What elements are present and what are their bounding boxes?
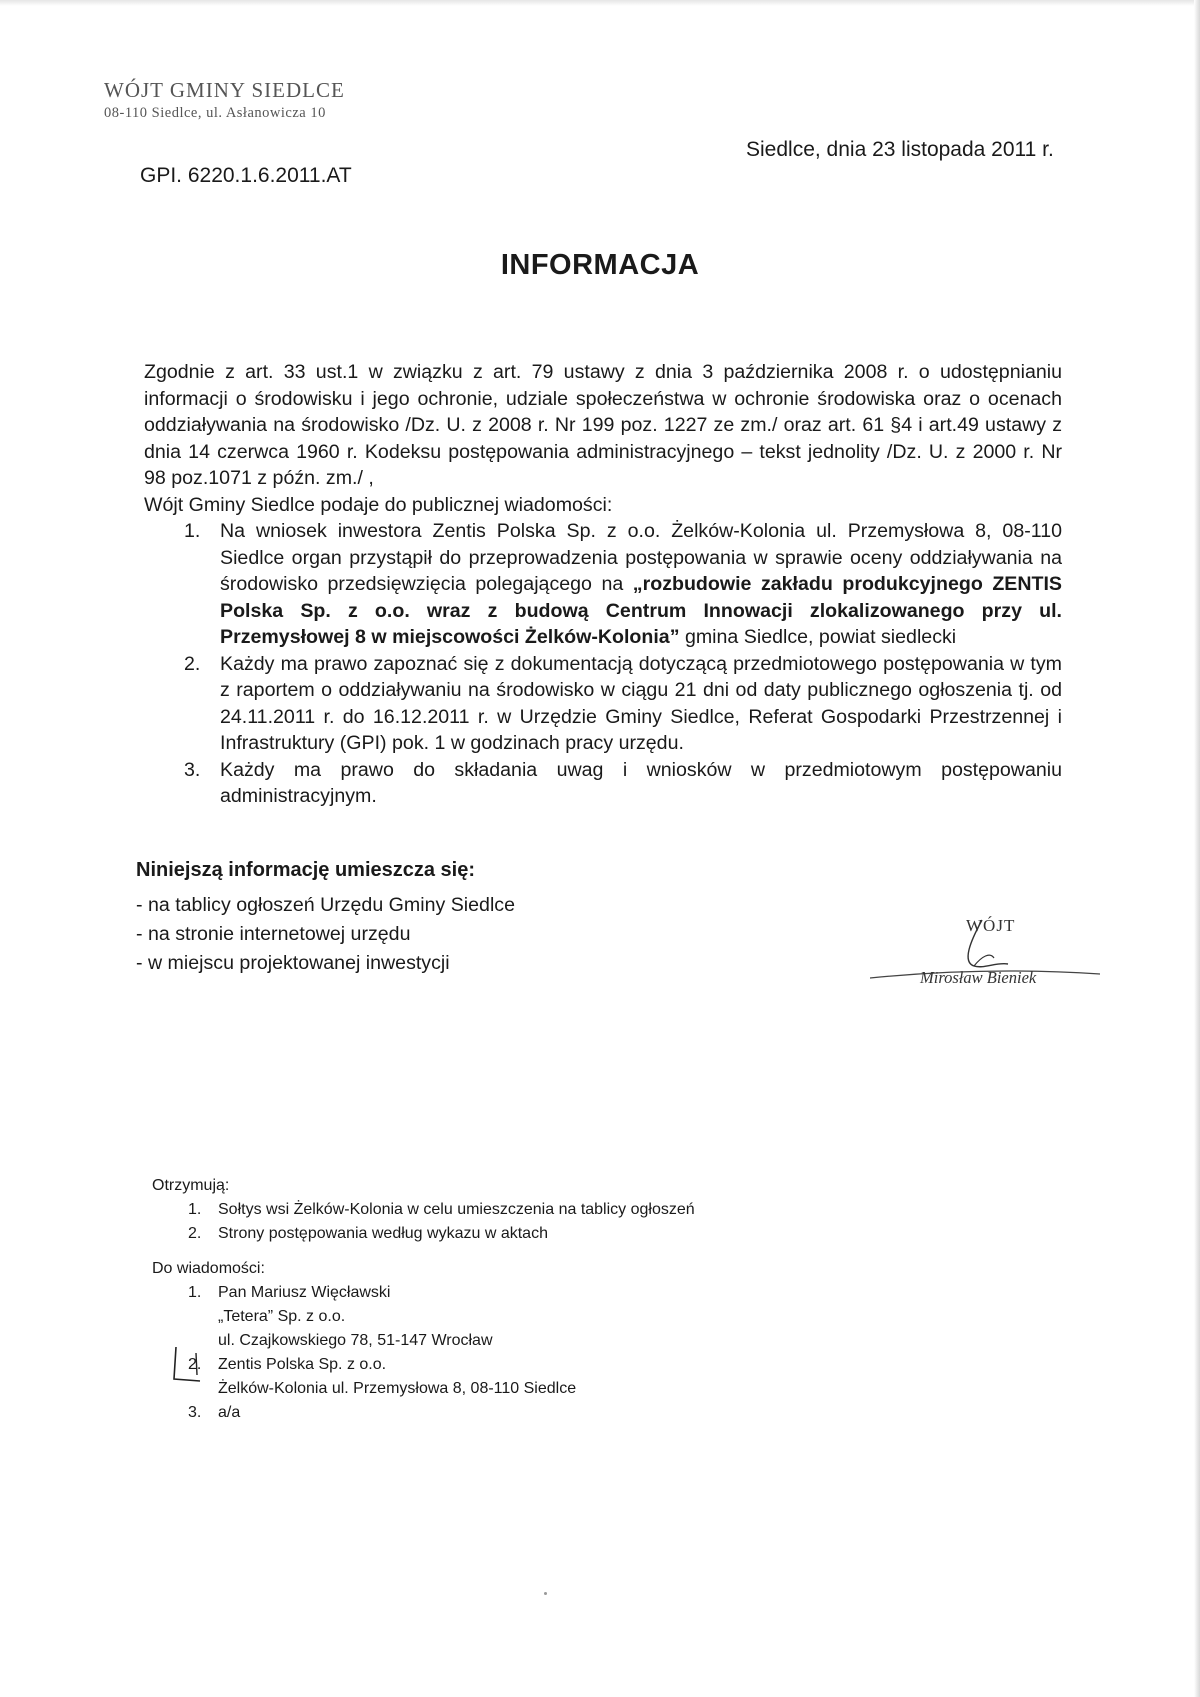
item-text: Pan Mariusz Więcławski [218,1284,391,1301]
item-text-bold: „rozbudowie zakładu produkcyjnego ZENTIS Polska Sp. z o.o. wraz z budową Centrum Innowacji zlokalizowanego przy ul. Przemysłowej 8 w miejscowości Żelków-Kolonia” [220,573,1062,648]
announcement-items [144,518,1062,810]
list-item [144,518,1062,651]
list-item [152,1401,576,1425]
item-text-end: gmina Siedlce, powiat siedlecki [679,626,957,648]
announcement-line: Wójt Gminy Siedlce podaje do publicznej wiadomości: [144,493,613,516]
list-item [152,1281,576,1305]
scan-shadow-top [0,0,1200,6]
publication-place: - na tablicy ogłoszeń Urzędu Gminy Siedlce [136,894,515,916]
item-number: 1. [188,1284,202,1301]
list-item-continued [152,1377,576,1401]
item-text: „Tetera” Sp. z o.o. [218,1308,346,1325]
item-number: 2. [188,1225,202,1242]
item-text: Żelków-Kolonia ul. Przemysłowa 8, 08-110 Siedlce [218,1380,577,1397]
document-title: INFORMACJA [500,249,700,281]
item-text: Na wniosek inwestora Zentis Polska Sp. z o.o. Żelków-Kolonia ul. Przemysłowa 8, 08-110 Siedlce organ przystąpił do przeprowadzenia postępowania w sprawie oceny oddziaływania na środowisko przedsięwzięcia polegającego na [220,520,1062,595]
item-text: Strony postępowania według wykazu w aktach [218,1225,548,1242]
item-number: 1. [184,520,201,542]
publication-heading: Niniejszą informację umieszcza się: [136,859,476,881]
signatory-name: Mirosław Bieniek [920,968,1037,987]
publication-places [136,891,515,978]
publication-place: - na stronie internetowej urzędu [136,923,411,945]
list-item [152,1198,695,1222]
list-item-continued [152,1329,576,1353]
list-item [144,757,1062,810]
item-text: Zentis Polska Sp. z o.o. [218,1356,387,1373]
handwritten-mark [170,1345,210,1385]
document-date: Siedlce, dnia 23 listopada 2011 r. [746,138,1054,161]
recipients-heading: Otrzymują: [152,1177,230,1194]
item-text: a/a [218,1404,241,1421]
item-number: 2. [188,1356,202,1373]
item-number: 1. [188,1201,202,1218]
cc-heading: Do wiadomości: [152,1260,265,1277]
item-text: ul. Czajkowskiego 78, 51-147 Wrocław [218,1332,493,1349]
list-item [152,1353,576,1377]
list-item [144,651,1062,757]
signature-block [870,912,1100,992]
item-text: Każdy ma prawo zapoznać się z dokumentacją dotyczącą przedmiotowego postępowania w tym z raportem o oddziaływaniu na środowisko w ciągu 21 dni od daty publicznego ogłoszenia tj. od 24.11.2011 r. do 16.12.2011 r. w Urzędzie Gminy Siedlce, Referat Gospodarki Przestrzennej i Infrastruktury (GPI) pok. 1 w godzinach pracy urzędu. [220,652,1062,754]
publication-place: - w miejscu projektowanej inwestycji [136,952,450,974]
item-text: Sołtys wsi Żelków-Kolonia w celu umieszczenia na tablicy ogłoszeń [218,1201,695,1218]
reference-number: GPI. 6220.1.6.2011.AT [140,164,352,187]
scan-speck [544,1592,547,1595]
cc-section [152,1257,576,1425]
signature-title: WÓJT [966,916,1016,935]
item-number: 2. [184,652,201,675]
list-item [152,1222,695,1246]
list-item-continued [152,1305,576,1329]
office-stamp [104,78,345,122]
document-body [144,359,1062,810]
stamp-line-1: WÓJT GMINY SIEDLCE [104,78,345,102]
legal-basis-paragraph: Zgodnie z art. 33 ust.1 w związku z art. 79 ustawy z dnia 3 października 2008 r. o udostępnianiu informacji o środowisku i jego ochronie, udziale społeczeństwa w ochronie środowiska oraz o ocenach oddziaływania na środowisko /Dz. U. z 2008 r. Nr 199 poz. 1227 ze zm./ oraz art. 61 §4 i art.49 ustawy z dnia 14 czerwca 1960 r. Kodeksu postępowania administracyjnego – tekst jednolity /Dz. U. z 2000 r. Nr 98 poz.1071 z późn. zm./ , [144,361,1062,489]
item-text: Każdy ma prawo do składania uwag i wniosków w przedmiotowym postępowaniu administracyjnym. [220,758,1062,807]
recipients-section [152,1174,695,1246]
item-number: 3. [188,1404,202,1421]
stamp-line-2: 08-110 Siedlce, ul. Asłanowicza 10 [104,105,326,121]
item-number: 3. [184,758,201,781]
